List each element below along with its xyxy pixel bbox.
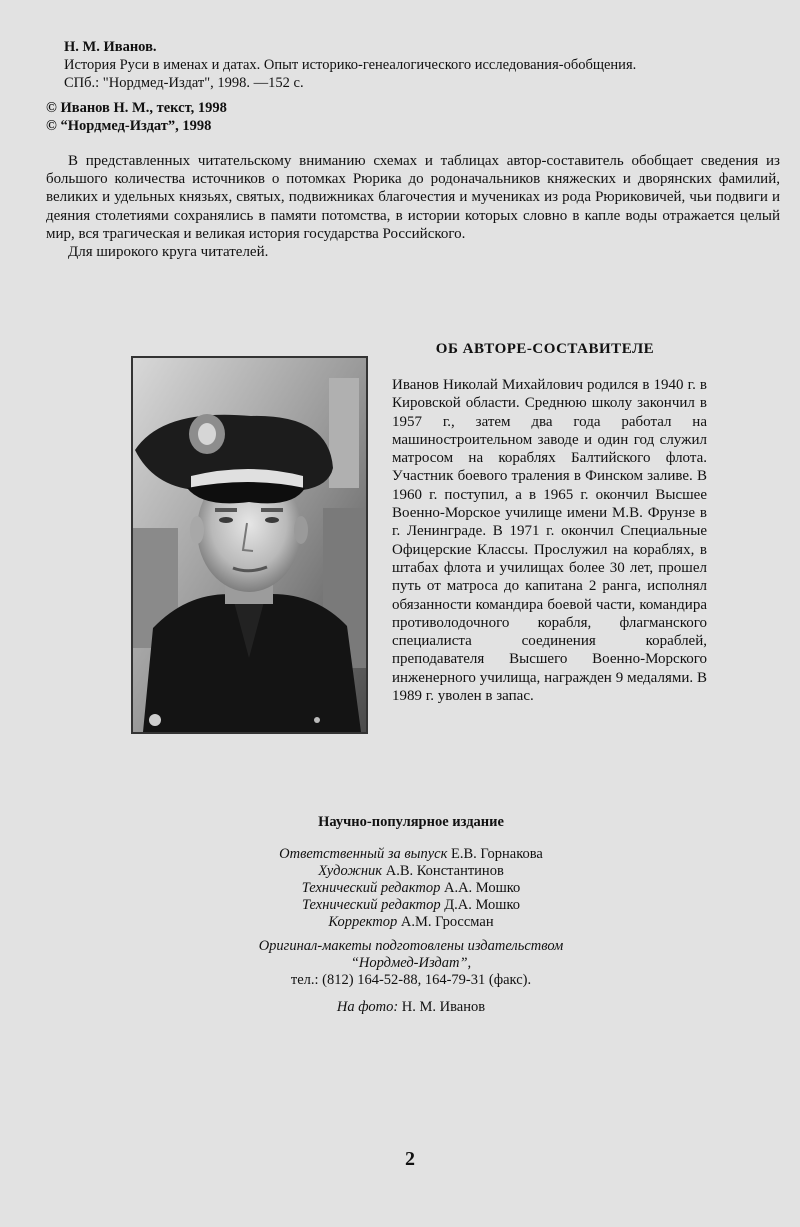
- biblio-author: Н. М. Иванов.: [64, 39, 157, 55]
- photo-caption-name: Н. М. Иванов: [401, 999, 486, 1015]
- edition-type: Научно-популярное издание: [318, 814, 504, 830]
- about-author-text: Иванов Николай Михайлович родился в 1940 г. в Кировской области. Среднюю школу закончил в 1957 г., затем два года работал на машиностроительном заводе и один год служил матросом на кораблях Балтийского флота. Участник боевого траления в Финском заливе. В 1960 г. поступил, а в 1965 г. окончил Высшее Военно-Морское училище имени М.В. Фрунзе в г. Ленинграде. В 1971 г. окончил Специальные Офицерские Классы. Прослужил на кораблях, в штабах флота и училищах более 30 лет, прошел путь от матроса до капитана 2 ранга, исполнял обязанности командира боевой части, командира противолодочного корабля, флагманского специалиста соединения кораблей, преподавателя Высшего Военно-Морского инженерного училища, награжден 9 медалями. В 1989 г. уволен в запас.: [392, 377, 707, 705]
- credit-line: Ответственный за выпуск Е.В. Горнакова: [279, 846, 543, 862]
- annotation-paragraph: В представленных читательскому вниманию схемах и таблицах автор-составитель обобщает сведения из большого количества источников о потомках Рюрика до родоначальников княжеских и дворянских фамилий, великих и удельных князьях, святых, подвижниках благочестия и мучениках из рода Рюриковичей, чьи подвиги и деяния столетиями сохранялись в памяти потомства, в истории которых словно в капле воды отражается целый мир, вся трагическая и великая история государства Российского.: [46, 153, 780, 242]
- annotation: [46, 152, 780, 261]
- photo-caption: [0, 999, 800, 1016]
- annotation-audience: Для широкого круга читателей.: [68, 244, 269, 261]
- biblio-title: История Руси в именах и датах. Опыт историко-генеалогического исследования-обобщения.: [64, 57, 637, 73]
- copyright-block: [46, 99, 227, 135]
- about-author-heading: ОБ АВТОРЕ-СОСТАВИТЕЛЕ: [435, 341, 655, 357]
- credit-line: Корректор А.М. Гроссман: [328, 914, 494, 930]
- photo-caption-label: На фото:: [336, 999, 399, 1015]
- show-through-text: [560, 285, 579, 339]
- page-number: 2: [405, 1148, 415, 1170]
- publisher-name: “Нордмед-Издат”,: [350, 955, 472, 971]
- biblio-imprint: СПб.: "Нордмед-Издат", 1998. —152 с.: [64, 75, 304, 91]
- credit-line: Технический редактор А.А. Мошко: [301, 880, 521, 896]
- copyright-publisher: © “Нордмед-Издат”, 1998: [46, 118, 212, 134]
- bibliographic-record: [64, 38, 764, 92]
- publisher-info: [0, 938, 800, 989]
- credit-line: Технический редактор Д.А. Мошко: [301, 897, 521, 913]
- copyright-author: © Иванов Н. М., текст, 1998: [46, 100, 227, 116]
- credits-list: [0, 846, 800, 931]
- publisher-line: Оригинал-макеты подготовлены издательством: [258, 938, 564, 954]
- publisher-phone: тел.: (812) 164-52-88, 164-79-31 (факс).: [290, 972, 532, 988]
- credit-line: Художник А.В. Константинов: [318, 863, 504, 879]
- author-photo: [131, 356, 368, 734]
- author-portrait-image: [133, 358, 366, 732]
